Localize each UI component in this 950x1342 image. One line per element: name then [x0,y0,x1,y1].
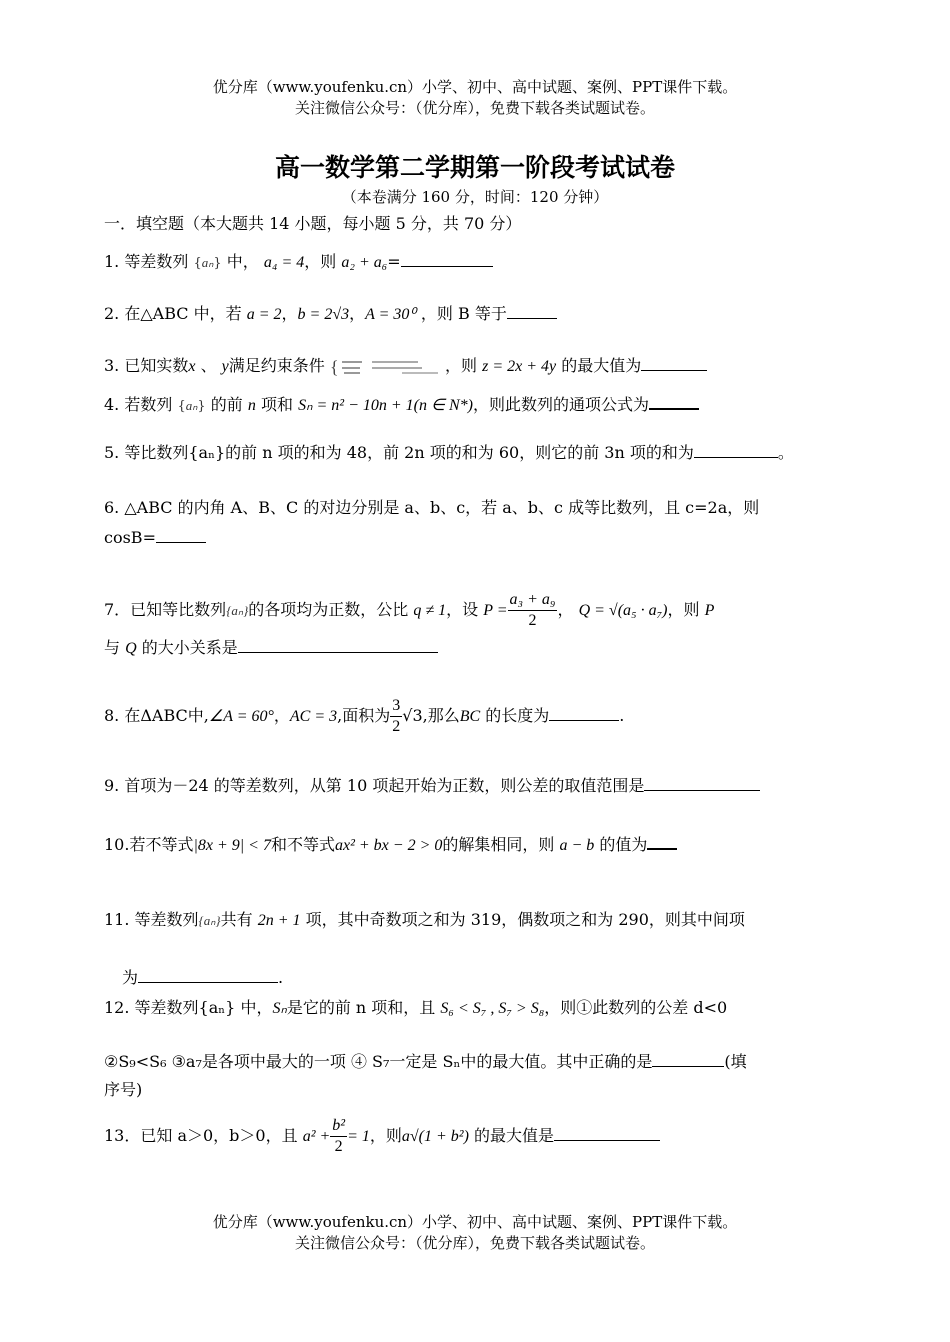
q7-var-p: P [704,602,715,619]
q10-text-g: 的值为 [599,835,648,854]
q5-text-a: 5. 等比数列{aₙ}的前 n 项的和为 48，前 2n 项的和为 60，则它的前 3n 项的和为 [104,443,694,462]
q7-frac-num: a₃ + a₉ [508,590,558,611]
q10-text-a: 10.若不等式 [104,835,194,854]
q2-answer-blank [507,302,557,319]
q1-formula-a4: a₄ = 4 [263,254,305,271]
q12-text-h: 序号) [104,1080,143,1099]
q7-text-i: ， [557,600,574,619]
q6-text-a: 6. △ABC 的内角 A、B、C 的对边分别是 a、b、c，若 a、b、c 成等比数列，且 c=2a，则 [104,498,760,517]
exam-title: 高一数学第二学期第一阶段考试试卷 [274,153,675,182]
q10-formula-ab: a − b [559,837,595,854]
q3-var-x: x [188,358,196,375]
header-line-1: 优分库（www.youfenku.cn）小学、初中、高中试题、案例、PPT课件下载。 [212,78,738,96]
q7-text-k: ，则 [667,600,700,619]
q11-text-a: 11. 等差数列 [104,910,199,929]
q2-text-a: 2. 在△ABC 中，若 [104,304,242,323]
q9-answer-blank [644,774,760,791]
q1-text-f: = [387,252,401,271]
q3-answer-blank [641,354,707,371]
q1-text-b: 中， [226,252,259,271]
q13-text-f: ，则 [369,1126,402,1145]
q12-text-a: 12. 等差数列{aₙ} 中， [104,998,273,1017]
question-12 [104,997,849,1020]
q2-formula-a: a = 2 [246,306,282,323]
q4-text-f: ，则此数列的通项公式为 [472,395,649,414]
q4-text-d: 项和 [261,395,294,414]
q13-formula-a2: a² + [302,1128,331,1145]
q2-formula-angle: A = 30⁰ [365,306,416,323]
section-heading: 一．填空题（本大题共 14 小题，每小题 5 分，共 70 分） [104,214,522,233]
q13-formula-eq: = 1 [347,1128,370,1145]
question-5 [104,441,849,464]
q12-text-f: ②S₉<S₆ ③a₇是各项中最大的一项 ④ S₇一定是 Sₙ中的最大值。其中正确的是 [104,1052,653,1071]
q8-text-m: 的长度为 [485,706,550,725]
q7-text-c: 的各项均为正数，公比 [248,600,409,619]
q8-text-k: ,那么 [422,706,460,725]
footer-line-2: 关注微信公众号：（优分库），免费下载各类试题试卷。 [294,1234,655,1252]
q13-text-h: 的最大值是 [474,1126,555,1145]
header-watermark [0,77,950,119]
q1-text-d: ，则 [304,252,337,271]
q2-text-g: ，则 B 等于 [420,304,507,323]
svg-text:{: { [329,357,339,376]
q4-seq-label: aₙ [185,398,198,413]
q11-answer-blank [138,966,278,983]
question-6-cont [104,526,849,549]
q3-var-y: y [221,358,229,375]
q7-fraction [508,590,558,631]
q7-text-a: 7．已知等比数列 [104,600,227,619]
q11-text-c: 共有 [220,910,253,929]
q1-formula-sum: a₂ + a₆ [341,254,388,271]
q12-text-e: ，则①此数列的公差 d<0 [544,998,728,1017]
question-7 [104,590,849,631]
q1-seq-label: aₙ [201,255,214,270]
q2-text-c: ， [281,304,298,323]
q7-var-q: Q [125,640,137,657]
q4-formula-sn: Sₙ = n² − 10n + 1(n ∈ N*) [298,397,473,414]
q12-text-g: (填 [724,1052,747,1071]
q3-text-h: 的最大值为 [561,356,642,375]
q6-answer-blank [156,526,206,543]
q8-formula-angle: ∠A = 60° [208,708,274,725]
question-2 [104,302,849,326]
q7-formula-q: q ≠ 1 [413,602,447,619]
question-13 [104,1116,849,1157]
question-8 [104,696,849,737]
q13-answer-blank [554,1124,660,1141]
q6-text-b: cosB= [104,528,156,547]
q7-answer-blank [238,636,438,653]
q3-text-e: 满足约束条件 [228,356,325,375]
q9-text-a: 9. 首项为－24 的等差数列，从第 10 项起开始为正数，则公差的取值范围是 [104,776,645,795]
question-10 [104,832,849,857]
question-12-cont2 [104,1079,849,1101]
q2-formula-b: b = 2√3 [297,306,350,323]
q4-text-a: 4. 若数列 [104,395,173,414]
q7-frac-den: 2 [528,612,537,629]
q8-var-bc: BC [459,708,481,725]
q8-text-g: ,面积为 [337,706,391,725]
constraint-system-image [330,358,440,376]
q10-text-c: 和不等式 [270,835,335,854]
q8-text-a: 8. 在 [104,706,141,725]
q13-formula-target: a√(1 + b²) [401,1128,469,1145]
q1-text-a: 1. 等差数列 [104,252,189,271]
question-11 [104,909,849,932]
q12-text-c: 是它的前 n 项和，且 [286,998,436,1017]
q3-text-a: 3. 已知实数 [104,356,189,375]
q10-text-e: 的解集相同，则 [442,835,555,854]
q7-text-m: 与 [104,638,121,657]
q7-text-e: ，设 [446,600,479,619]
question-3 [104,354,849,378]
question-4 [104,392,849,418]
question-9 [104,774,849,797]
q8-answer-blank [549,704,619,721]
q4-text-b: 的前 [210,395,243,414]
q12-formula-ineq: S₆ < S₇ , S₇ > S₈ [440,1000,545,1017]
q3-formula-z: z = 2x + 4y [482,358,557,375]
question-6 [104,497,849,519]
question-12-cont [104,1050,849,1073]
footer-watermark [0,1212,950,1254]
question-1 [104,250,849,275]
footer-line-1: 优分库（www.youfenku.cn）小学、初中、高中试题、案例、PPT课件下载。 [212,1213,738,1231]
q4-seq: {aₙ} [177,398,206,414]
question-7-cont [104,636,849,660]
header-line-2: 关注微信公众号：（优分库），免费下载各类试题试卷。 [294,99,655,117]
q5-text-b: 。 [777,443,794,462]
q8-text-e: ， [273,706,290,725]
q1-seq: {aₙ} [193,255,222,271]
q7-text-o: 的大小关系是 [141,638,238,657]
exam-subtitle: （本卷满分 160 分，时间：120 分钟） [341,188,609,206]
q2-text-e: ， [349,304,366,323]
q4-var-n: n [247,397,256,414]
q7-seq: {aₙ} [226,603,249,618]
q13-text-a: 13．已知 a＞0，b＞0，且 [104,1126,298,1145]
q3-text-c: 、 [200,356,217,375]
q7-formula-qval: Q = √(a₅ · a₇) [578,602,668,619]
q5-answer-blank [694,441,778,458]
q8-triangle: ΔABC [140,706,188,725]
q11-seq: {aₙ} [198,913,221,928]
q10-formula-abs: |8x + 9| < 7 [193,837,271,854]
q10-formula-quad: ax² + bx − 2 > 0 [334,837,443,854]
q8-frac-num: 3 [390,696,402,717]
q11-formula-terms: 2n + 1 [257,912,301,929]
q12-answer-blank [652,1050,724,1067]
q3-text-f: ，则 [444,356,477,375]
q11-text-f: 为 [122,968,139,987]
q8-text-c: 中, [187,706,209,725]
q11-text-g: . [278,968,284,987]
q13-frac-num: b² [330,1116,347,1137]
q11-text-e: 项，其中奇数项之和为 319，偶数项之和为 290，则其中间项 [305,910,745,929]
q8-formula-ac: AC = 3 [289,708,338,725]
q13-fraction [330,1116,347,1157]
q4-answer-blank [649,392,699,410]
question-11-cont [122,966,867,989]
q12-var-sn: Sₙ [272,1000,287,1017]
q8-fraction [390,696,402,737]
q8-text-n: . [619,706,625,725]
q13-frac-den: 2 [334,1138,343,1155]
q7-formula-p: P = [483,602,508,619]
q1-answer-blank [401,250,493,267]
q8-frac-den: 2 [392,718,401,735]
q10-answer-blank [647,832,677,850]
q8-sqrt3: √3 [402,706,423,725]
